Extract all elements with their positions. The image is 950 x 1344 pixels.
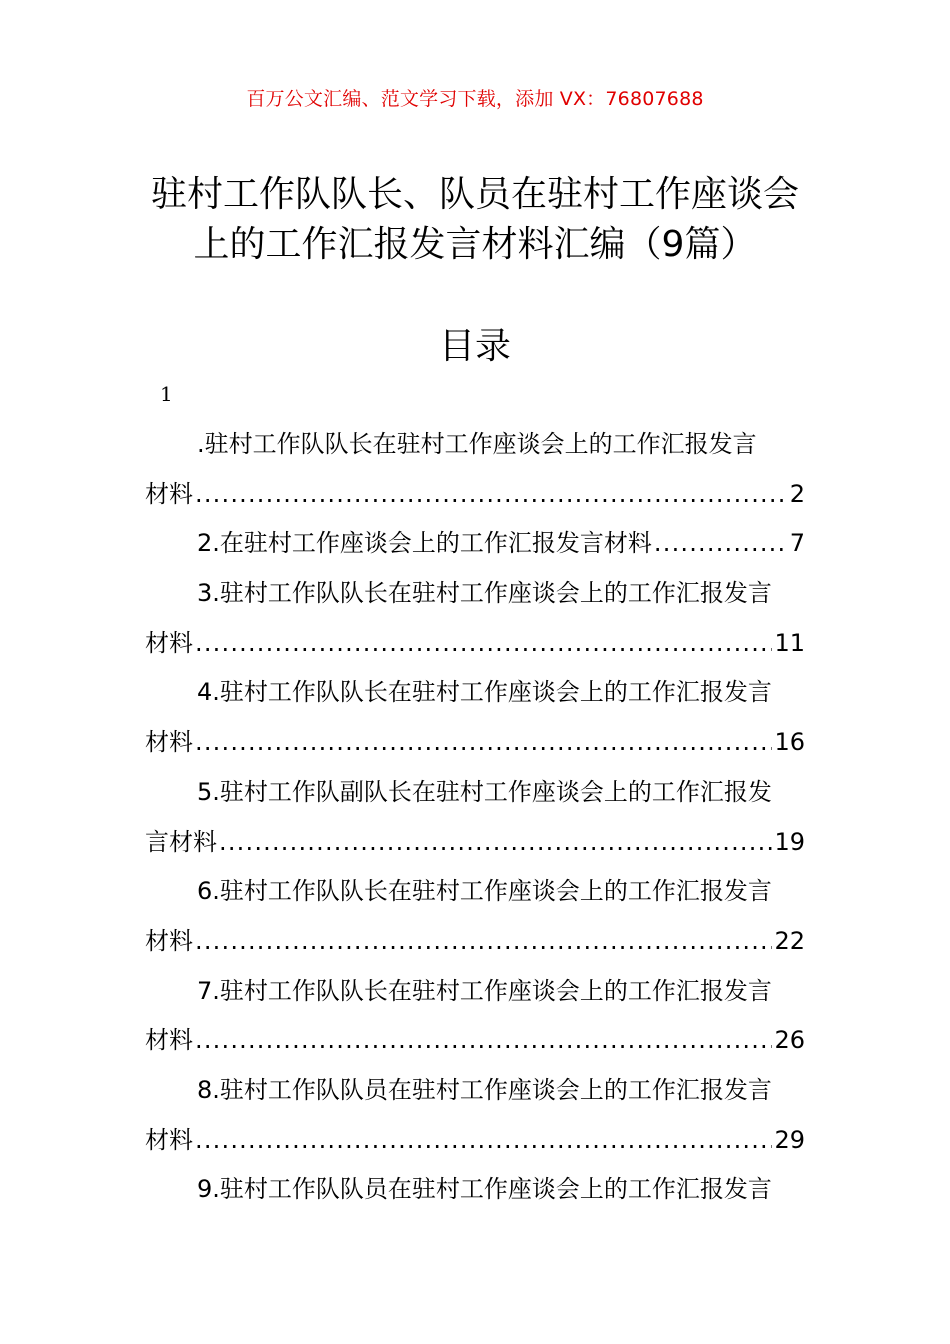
toc-leader-dots <box>195 1016 772 1066</box>
toc-page-number[interactable]: 2 <box>789 479 805 508</box>
toc-entry-7-cont[interactable] <box>145 1016 805 1066</box>
toc-entry-text[interactable]: 材料 <box>145 1125 193 1154</box>
toc-leader-dots <box>219 818 772 868</box>
toc-entry-4-cont[interactable] <box>145 718 805 768</box>
toc-leader-dots <box>195 619 772 669</box>
title-line-2: 上的工作汇报发言材料汇编（9篇） <box>193 224 757 265</box>
toc-entry-text[interactable]: .驻村工作队队长在驻村工作座谈会上的工作汇报发言 <box>197 430 757 458</box>
toc-entry-text[interactable]: 7.驻村工作队队长在驻村工作座谈会上的工作汇报发言 <box>197 976 772 1005</box>
toc-leader-dots <box>195 718 772 768</box>
toc-leader-dots <box>654 519 788 569</box>
toc-entry-text[interactable]: 5.驻村工作队副队长在驻村工作座谈会上的工作汇报发 <box>197 777 772 806</box>
toc-entry-text[interactable]: 材料 <box>145 479 193 508</box>
title-line-1: 驻村工作队队长、队员在驻村工作座谈会 <box>150 174 799 215</box>
header-note: 百万公文汇编、范文学习下载，添加 VX：76807688 <box>246 88 704 110</box>
toc-heading: 目录 <box>438 326 511 367</box>
table-of-contents <box>145 420 805 1215</box>
toc-leader-dots <box>195 1116 772 1166</box>
toc-entry-text[interactable]: 9.驻村工作队队员在驻村工作座谈会上的工作汇报发言 <box>197 1175 772 1204</box>
toc-entry-3[interactable] <box>145 569 805 619</box>
toc-page-number[interactable]: 7 <box>789 529 805 558</box>
toc-entry-5[interactable] <box>145 768 805 818</box>
toc-entry-1[interactable] <box>145 420 805 470</box>
toc-entry-6[interactable] <box>145 867 805 917</box>
toc-entry-2[interactable] <box>145 519 805 569</box>
stray-number: 1 <box>160 382 173 406</box>
toc-entry-text[interactable]: 材料 <box>145 1026 193 1055</box>
toc-entry-text[interactable]: 材料 <box>145 728 193 757</box>
toc-page-number[interactable]: 16 <box>774 728 805 757</box>
toc-page-number[interactable]: 29 <box>774 1125 805 1154</box>
toc-entry-text[interactable]: 材料 <box>145 628 193 657</box>
toc-entry-text[interactable]: 8.驻村工作队队员在驻村工作座谈会上的工作汇报发言 <box>197 1075 772 1104</box>
toc-entry-3-cont[interactable] <box>145 619 805 669</box>
toc-entry-text[interactable]: 言材料 <box>145 827 217 856</box>
toc-entry-8-cont[interactable] <box>145 1116 805 1166</box>
toc-entry-7[interactable] <box>145 967 805 1017</box>
toc-page-number[interactable]: 19 <box>774 827 805 856</box>
toc-entry-4[interactable] <box>145 668 805 718</box>
toc-leader-dots <box>195 470 788 520</box>
toc-entry-1-cont[interactable] <box>145 470 805 520</box>
toc-entry-8[interactable] <box>145 1066 805 1116</box>
toc-entry-text[interactable]: 3.驻村工作队队长在驻村工作座谈会上的工作汇报发言 <box>197 579 772 608</box>
toc-page-number[interactable]: 22 <box>774 926 805 955</box>
toc-entry-9[interactable] <box>145 1165 805 1215</box>
toc-entry-text[interactable]: 材料 <box>145 926 193 955</box>
toc-page-number[interactable]: 26 <box>774 1026 805 1055</box>
toc-entry-text[interactable]: 4.驻村工作队队长在驻村工作座谈会上的工作汇报发言 <box>197 678 772 707</box>
toc-entry-text[interactable]: 6.驻村工作队队长在驻村工作座谈会上的工作汇报发言 <box>197 877 772 906</box>
toc-entry-text[interactable]: 2.在驻村工作座谈会上的工作汇报发言材料 <box>197 529 652 558</box>
toc-leader-dots <box>195 917 772 967</box>
toc-entry-6-cont[interactable] <box>145 917 805 967</box>
document-title <box>140 170 810 270</box>
toc-entry-5-cont[interactable] <box>145 818 805 868</box>
toc-page-number[interactable]: 11 <box>774 628 805 657</box>
